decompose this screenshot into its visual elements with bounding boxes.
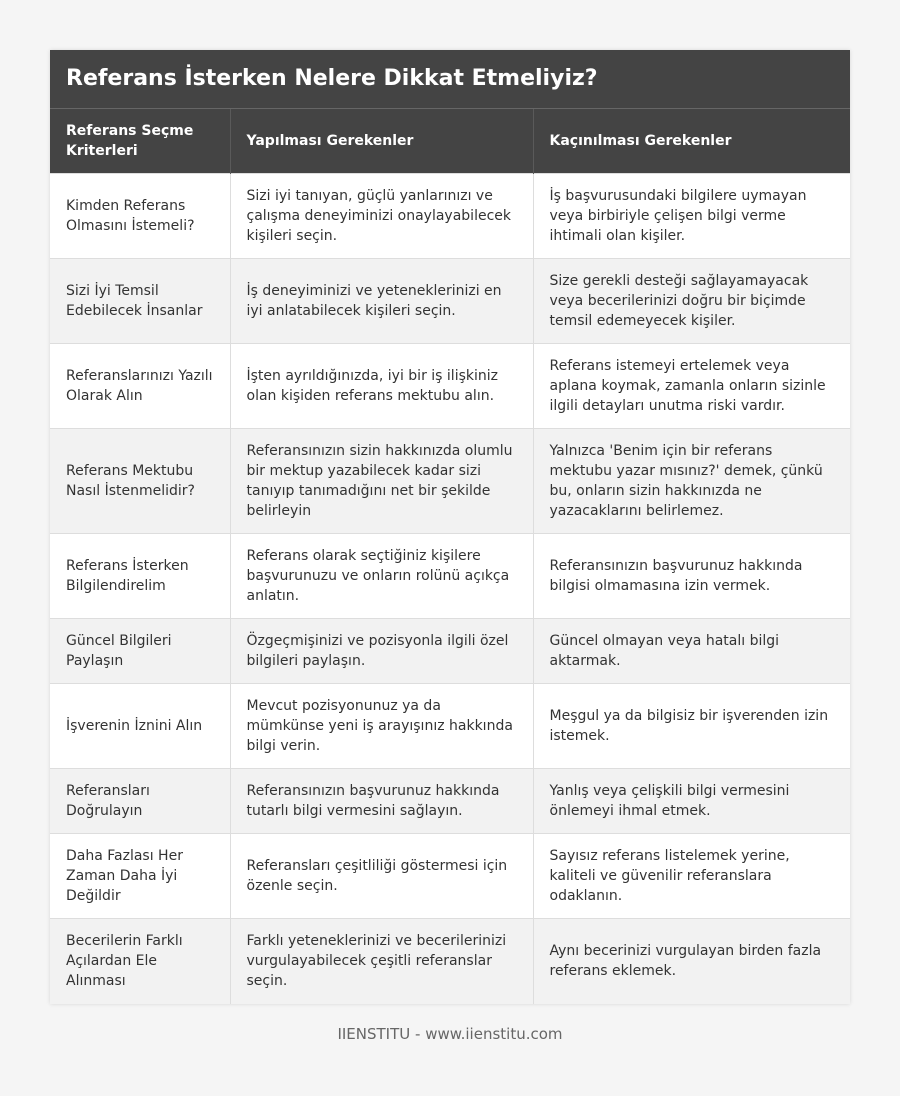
- dos-cell: Referansları çeşitliliği göstermesi için özenle seçin.: [230, 834, 533, 919]
- criteria-cell: Referansları Doğrulayın: [50, 769, 230, 834]
- dos-cell: Referansınızın başvurunuz hakkında tutarlı bilgi vermesini sağlayın.: [230, 769, 533, 834]
- column-header-dos: Yapılması Gerekenler: [230, 109, 533, 174]
- criteria-cell: Sizi İyi Temsil Edebilecek İnsanlar: [50, 259, 230, 344]
- dos-cell: Özgeçmişinizi ve pozisyonla ilgili özel bilgileri paylaşın.: [230, 619, 533, 684]
- criteria-cell: Referans İsterken Bilgilendirelim: [50, 534, 230, 619]
- table-row: [50, 684, 850, 769]
- dos-cell: Referans olarak seçtiğiniz kişilere başvurunuzu ve onların rolünü açıkça anlatın.: [230, 534, 533, 619]
- criteria-table: [50, 108, 850, 1004]
- dos-cell: Referansınızın sizin hakkınızda olumlu bir mektup yazabilecek kadar sizi tanıyıp tanımadığını net bir şekilde belirleyin: [230, 429, 533, 534]
- page-title: Referans İsterken Nelere Dikkat Etmeliyiz?: [50, 50, 850, 108]
- donts-cell: İş başvurusundaki bilgilere uymayan veya birbiriyle çelişen bilgi verme ihtimali olan kişiler.: [533, 174, 850, 259]
- donts-cell: Yalnızca 'Benim için bir referans mektubu yazar mısınız?' demek, çünkü bu, onların sizin hakkınızda ne yazacaklarını belirlemez.: [533, 429, 850, 534]
- table-row: [50, 919, 850, 1004]
- table-row: [50, 834, 850, 919]
- column-header-criteria: Referans Seçme Kriterleri: [50, 109, 230, 174]
- donts-cell: Sayısız referans listelemek yerine, kaliteli ve güvenilir referanslara odaklanın.: [533, 834, 850, 919]
- table-row: [50, 769, 850, 834]
- dos-cell: İşten ayrıldığınızda, iyi bir iş ilişkiniz olan kişiden referans mektubu alın.: [230, 344, 533, 429]
- donts-cell: Meşgul ya da bilgisiz bir işverenden izin istemek.: [533, 684, 850, 769]
- dos-cell: Farklı yeteneklerinizi ve becerilerinizi vurgulayabilecek çeşitli referanslar seçin.: [230, 919, 533, 1004]
- donts-cell: Referansınızın başvurunuz hakkında bilgisi olmamasına izin vermek.: [533, 534, 850, 619]
- table-header-row: [50, 109, 850, 174]
- criteria-cell: Referans Mektubu Nasıl İstenmelidir?: [50, 429, 230, 534]
- donts-cell: Size gerekli desteği sağlayamayacak veya becerilerinizi doğru bir biçimde temsil edemeyecek kişiler.: [533, 259, 850, 344]
- table-row: [50, 344, 850, 429]
- table-row: [50, 619, 850, 684]
- table-row: [50, 534, 850, 619]
- referans-table-card: [50, 50, 850, 1004]
- criteria-cell: Güncel Bilgileri Paylaşın: [50, 619, 230, 684]
- criteria-cell: Referanslarınızı Yazılı Olarak Alın: [50, 344, 230, 429]
- table-row: [50, 174, 850, 259]
- donts-cell: Referans istemeyi ertelemek veya aplana koymak, zamanla onların sizinle ilgili detayları unutma riski vardır.: [533, 344, 850, 429]
- donts-cell: Aynı becerinizi vurgulayan birden fazla referans eklemek.: [533, 919, 850, 1004]
- criteria-cell: İşverenin İznini Alın: [50, 684, 230, 769]
- table-row: [50, 259, 850, 344]
- criteria-cell: Kimden Referans Olmasını İstemeli?: [50, 174, 230, 259]
- donts-cell: Güncel olmayan veya hatalı bilgi aktarmak.: [533, 619, 850, 684]
- table-row: [50, 429, 850, 534]
- criteria-cell: Daha Fazlası Her Zaman Daha İyi Değildir: [50, 834, 230, 919]
- donts-cell: Yanlış veya çelişkili bilgi vermesini önlemeyi ihmal etmek.: [533, 769, 850, 834]
- dos-cell: Mevcut pozisyonunuz ya da mümkünse yeni iş arayışınız hakkında bilgi verin.: [230, 684, 533, 769]
- criteria-cell: Becerilerin Farklı Açılardan Ele Alınması: [50, 919, 230, 1004]
- column-header-donts: Kaçınılması Gerekenler: [533, 109, 850, 174]
- site-footer: IIENSTITU - www.iienstitu.com: [337, 1025, 563, 1043]
- dos-cell: İş deneyiminizi ve yeteneklerinizi en iyi anlatabilecek kişileri seçin.: [230, 259, 533, 344]
- dos-cell: Sizi iyi tanıyan, güçlü yanlarınızı ve çalışma deneyiminizi onaylayabilecek kişileri seçin.: [230, 174, 533, 259]
